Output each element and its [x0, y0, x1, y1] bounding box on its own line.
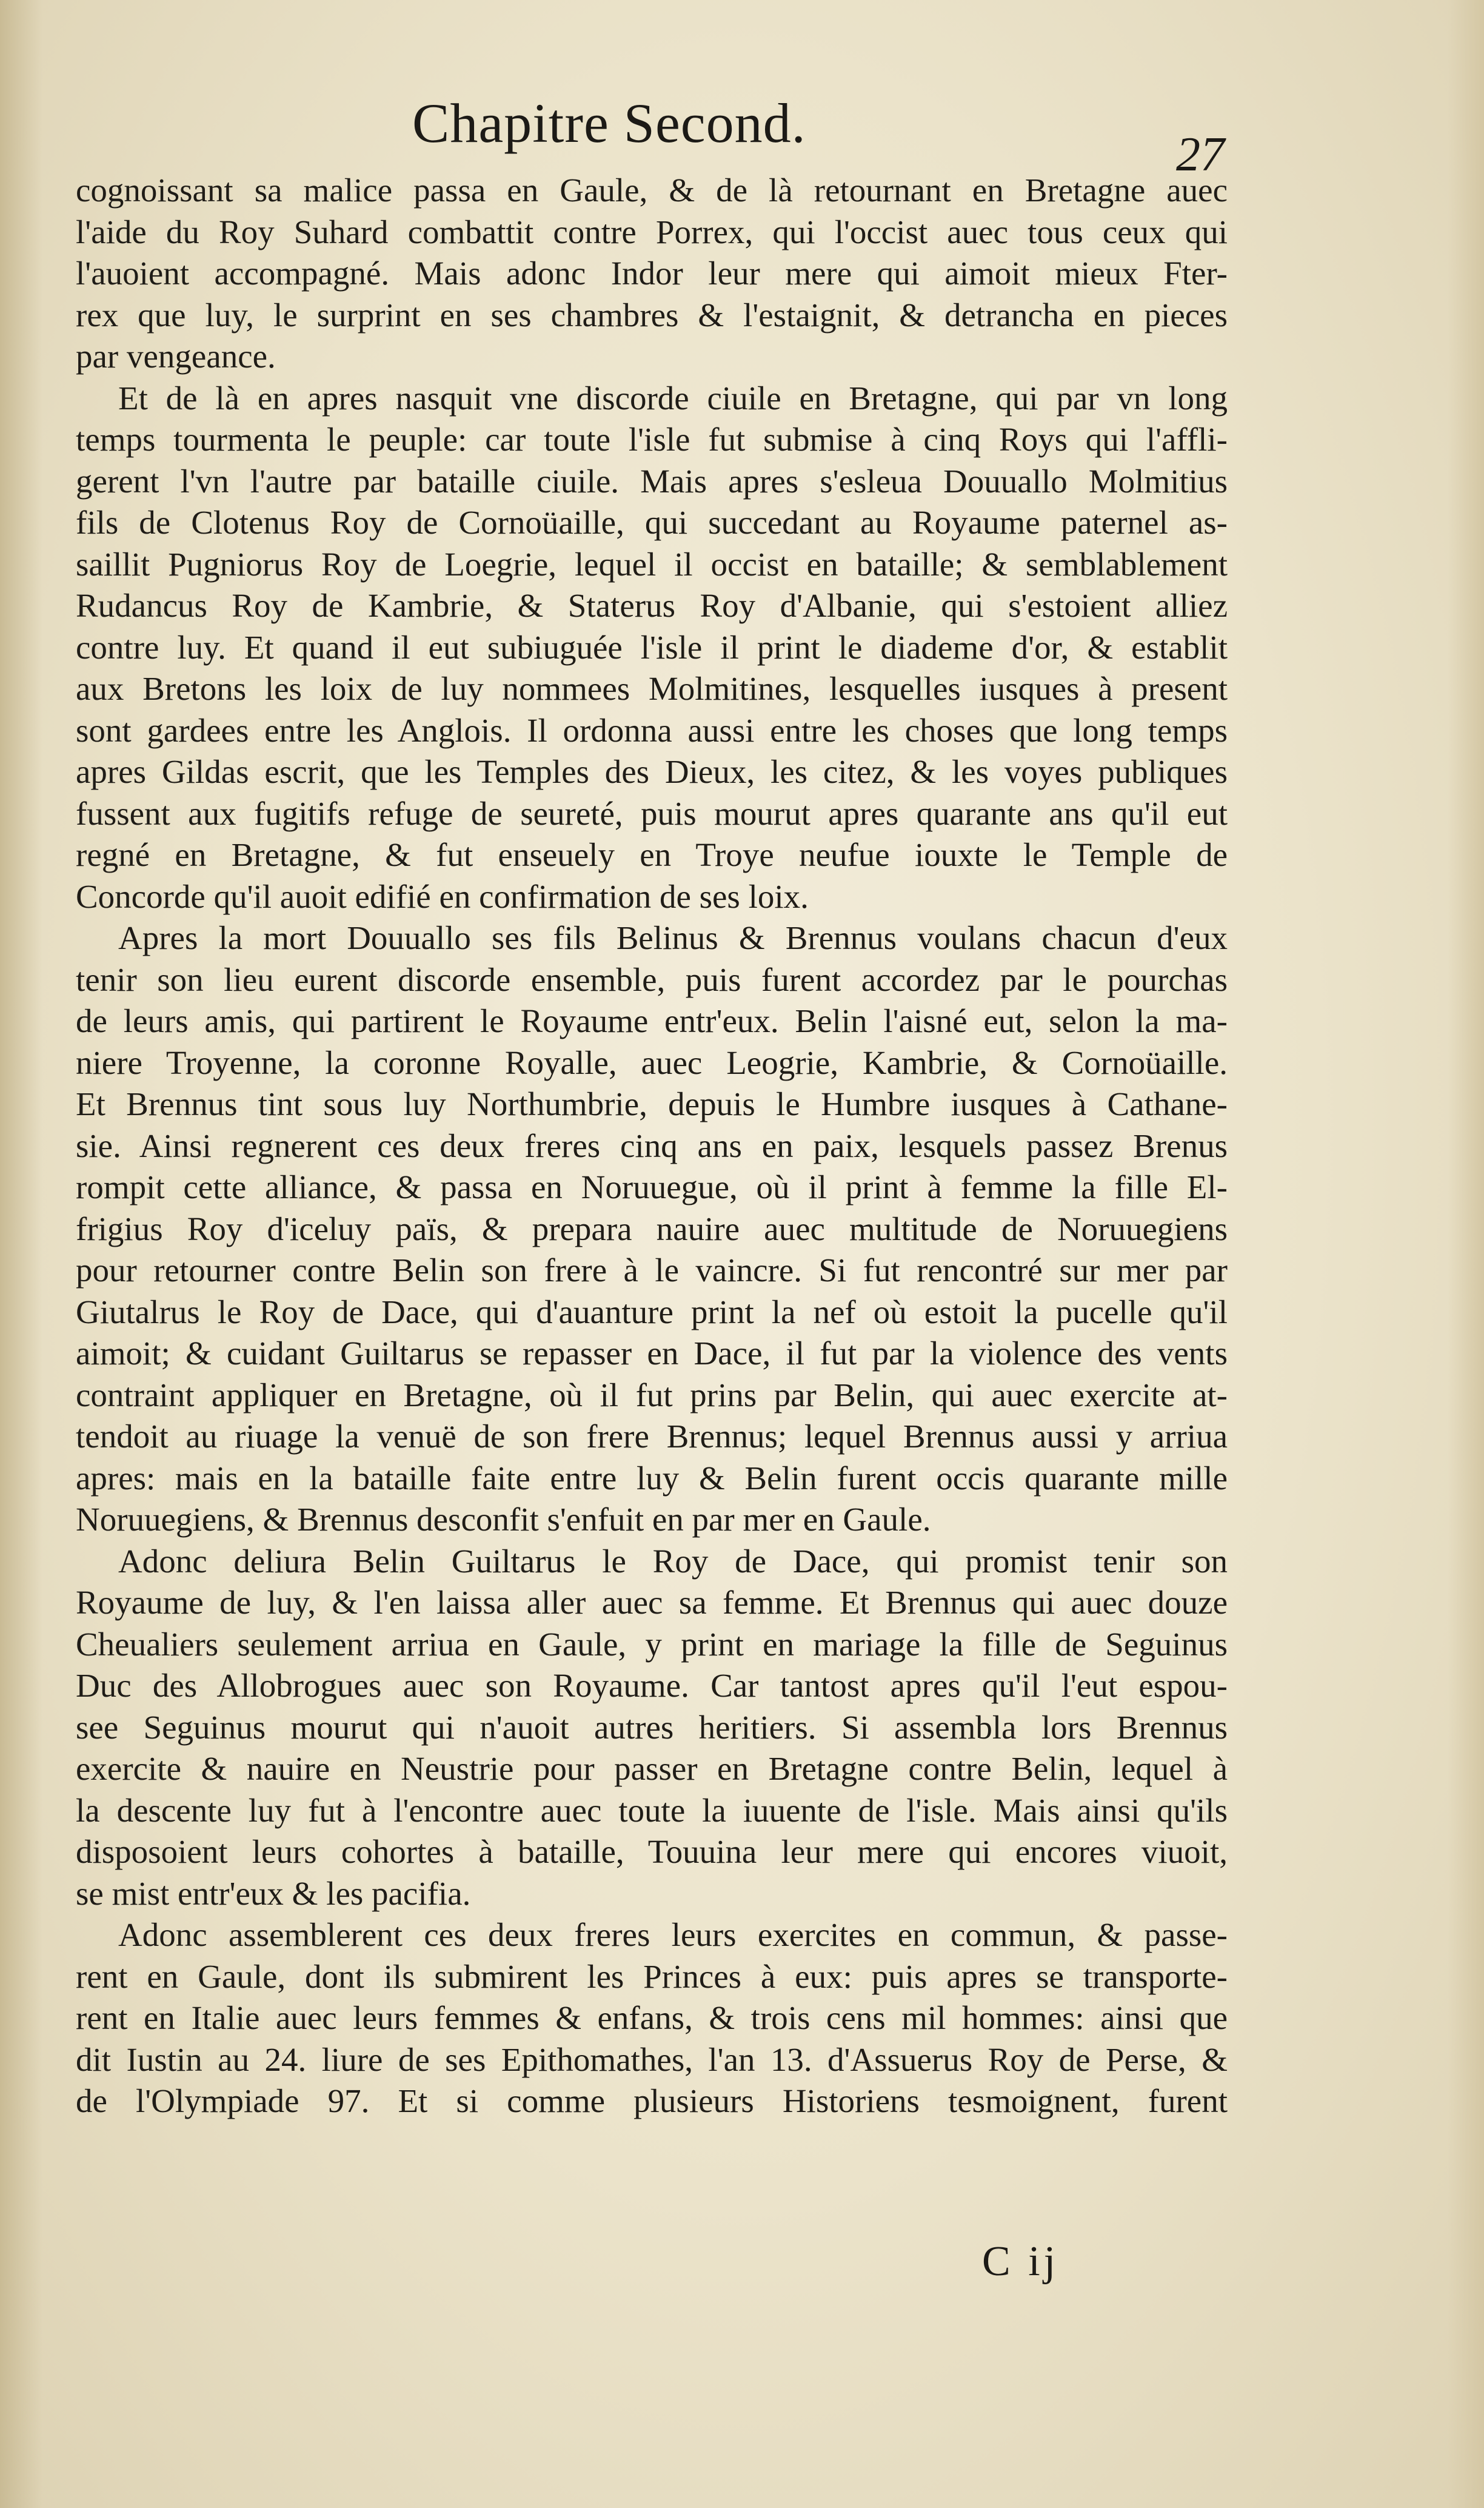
- text-line: contraint appliquer en Bretagne, où il fut prins par Belin, qui auec exercite at-: [76, 1376, 1228, 1413]
- signature-mark: C ij: [982, 2238, 1060, 2285]
- page-number: 27: [1176, 128, 1225, 181]
- text-line: exercite & nauire en Neustrie pour passer en Bretagne contre Belin, lequel à: [76, 1750, 1228, 1787]
- text-line: regné en Bretagne, & fut enseuely en Troye neufue iouxte le Temple de: [76, 836, 1228, 873]
- text-line: rent en Gaule, dont ils submirent les Princes à eux: puis apres se transporte-: [76, 1957, 1228, 1995]
- text-line: par vengeance.: [76, 338, 276, 375]
- text-line: Et de là en apres nasquit vne discorde ciuile en Bretagne, qui par vn long: [118, 379, 1228, 417]
- text-line: se mist entr'eux & les pacifia.: [76, 1874, 471, 1912]
- page-edge-shadow: [1448, 0, 1484, 2508]
- text-line: de l'Olympiade 97. Et si comme plusieurs Historiens tesmoignent, furent: [76, 2082, 1228, 2119]
- text-line: Apres la mort Douuallo ses fils Belinus & Brennus voulans chacun d'eux: [118, 919, 1228, 956]
- text-line: Adonc assemblerent ces deux freres leurs exercites en commun, & passe-: [118, 1916, 1228, 1953]
- text-line: fils de Clotenus Roy de Cornoüaille, qui succedant au Royaume paternel as-: [76, 504, 1228, 541]
- text-line: contre luy. Et quand il eut subiuguée l'isle il print le diademe d'or, & establit: [76, 628, 1228, 666]
- text-line: dit Iustin au 24. liure de ses Epithomathes, l'an 13. d'Assuerus Roy de Perse, &: [76, 2040, 1228, 2078]
- body-text: [76, 170, 1228, 2122]
- text-line: Rudancus Roy de Kambrie, & Staterus Roy d'Albanie, qui s'estoient alliez: [76, 587, 1228, 624]
- text-line: fussent aux fugitifs refuge de seureté, puis mourut apres quarante ans qu'il eut: [76, 794, 1228, 832]
- text-line: sont gardees entre les Anglois. Il ordonna aussi entre les choses que long temps: [76, 711, 1228, 749]
- text-line: cognoissant sa malice passa en Gaule, & de là retournant en Bretagne auec: [76, 172, 1228, 209]
- text-line: disposoient leurs cohortes à bataille, Touuina leur mere qui encores viuoit,: [76, 1833, 1228, 1870]
- text-line: niere Troyenne, la coronne Royalle, auec Leogrie, Kambrie, & Cornoüaille.: [76, 1044, 1228, 1081]
- text-line: l'auoient accompagné. Mais adonc Indor leur mere qui aimoit mieux Fter-: [76, 255, 1228, 292]
- text-line: Royaume de luy, & l'en laissa aller auec sa femme. Et Brennus qui auec douze: [76, 1584, 1228, 1621]
- text-line: Adonc deliura Belin Guiltarus le Roy de Dace, qui promist tenir son: [118, 1542, 1228, 1580]
- running-head: Chapitre Second.: [412, 92, 806, 154]
- page-gutter-shadow: [0, 0, 42, 2508]
- text-line: Duc des Allobrogues auec son Royaume. Car tantost apres qu'il l'eut espou-: [76, 1667, 1228, 1704]
- text-line: la descente luy fut à l'encontre auec toute la iuuente de l'isle. Mais ainsi qu'ils: [76, 1791, 1228, 1829]
- text-line: Et Brennus tint sous luy Northumbrie, depuis le Humbre iusques à Cathane-: [76, 1085, 1228, 1122]
- text-line: aimoit; & cuidant Guiltarus se repasser en Dace, il fut par la violence des vents: [76, 1335, 1228, 1372]
- text-line: l'aide du Roy Suhard combattit contre Porrex, qui l'occist auec tous ceux qui: [76, 213, 1228, 250]
- text-line: see Seguinus mourut qui n'auoit autres heritiers. Si assembla lors Brennus: [76, 1708, 1228, 1746]
- text-line: Concorde qu'il auoit edifié en confirmation de ses loix.: [76, 877, 809, 915]
- text-line: saillit Pugniorus Roy de Loegrie, lequel il occist en bataille; & semblablement: [76, 545, 1228, 583]
- text-line: tenir son lieu eurent discorde ensemble, puis furent accordez par le pourchas: [76, 961, 1228, 998]
- page-header: [73, 91, 1225, 181]
- text-line: rent en Italie auec leurs femmes & enfans, & trois cens mil hommes: ainsi que: [76, 1999, 1228, 2036]
- text-line: tendoit au riuage la venuë de son frere Brennus; lequel Brennus aussi y arriua: [76, 1418, 1228, 1455]
- text-line: pour retourner contre Belin son frere à le vaincre. Si fut rencontré sur mer par: [76, 1252, 1228, 1289]
- text-line: de leurs amis, qui partirent le Royaume entr'eux. Belin l'aisné eut, selon la ma-: [76, 1002, 1228, 1039]
- text-line: aux Bretons les loix de luy nommees Molmitines, lesquelles iusques à present: [76, 670, 1228, 707]
- text-line: apres Gildas escrit, que les Temples des Dieux, les citez, & les voyes publiques: [76, 753, 1228, 790]
- text-line: frigius Roy d'iceluy païs, & prepara nauire auec multitude de Noruuegiens: [76, 1210, 1228, 1247]
- text-line: apres: mais en la bataille faite entre luy & Belin furent occis quarante mille: [76, 1459, 1228, 1497]
- text-line: Cheualiers seulement arriua en Gaule, y print en mariage la fille de Seguinus: [76, 1625, 1228, 1663]
- text-line: rompit cette alliance, & passa en Noruuegue, où il print à femme la fille El-: [76, 1168, 1228, 1205]
- text-line: temps tourmenta le peuple: car toute l'isle fut submise à cinq Roys qui l'affli-: [76, 421, 1228, 458]
- text-line: sie. Ainsi regnerent ces deux freres cinq ans en paix, lesquels passez Brenus: [76, 1127, 1228, 1164]
- text-line: Giutalrus le Roy de Dace, qui d'auanture print la nef où estoit la pucelle qu'il: [76, 1293, 1228, 1330]
- text-line: gerent l'vn l'autre par bataille ciuile. Mais apres s'esleua Douuallo Molmitius: [76, 462, 1228, 500]
- text-line: rex que luy, le surprint en ses chambres & l'estaignit, & detrancha en pieces: [76, 296, 1228, 334]
- text-line: Noruuegiens, & Brennus desconfit s'enfuit en par mer en Gaule.: [76, 1501, 931, 1538]
